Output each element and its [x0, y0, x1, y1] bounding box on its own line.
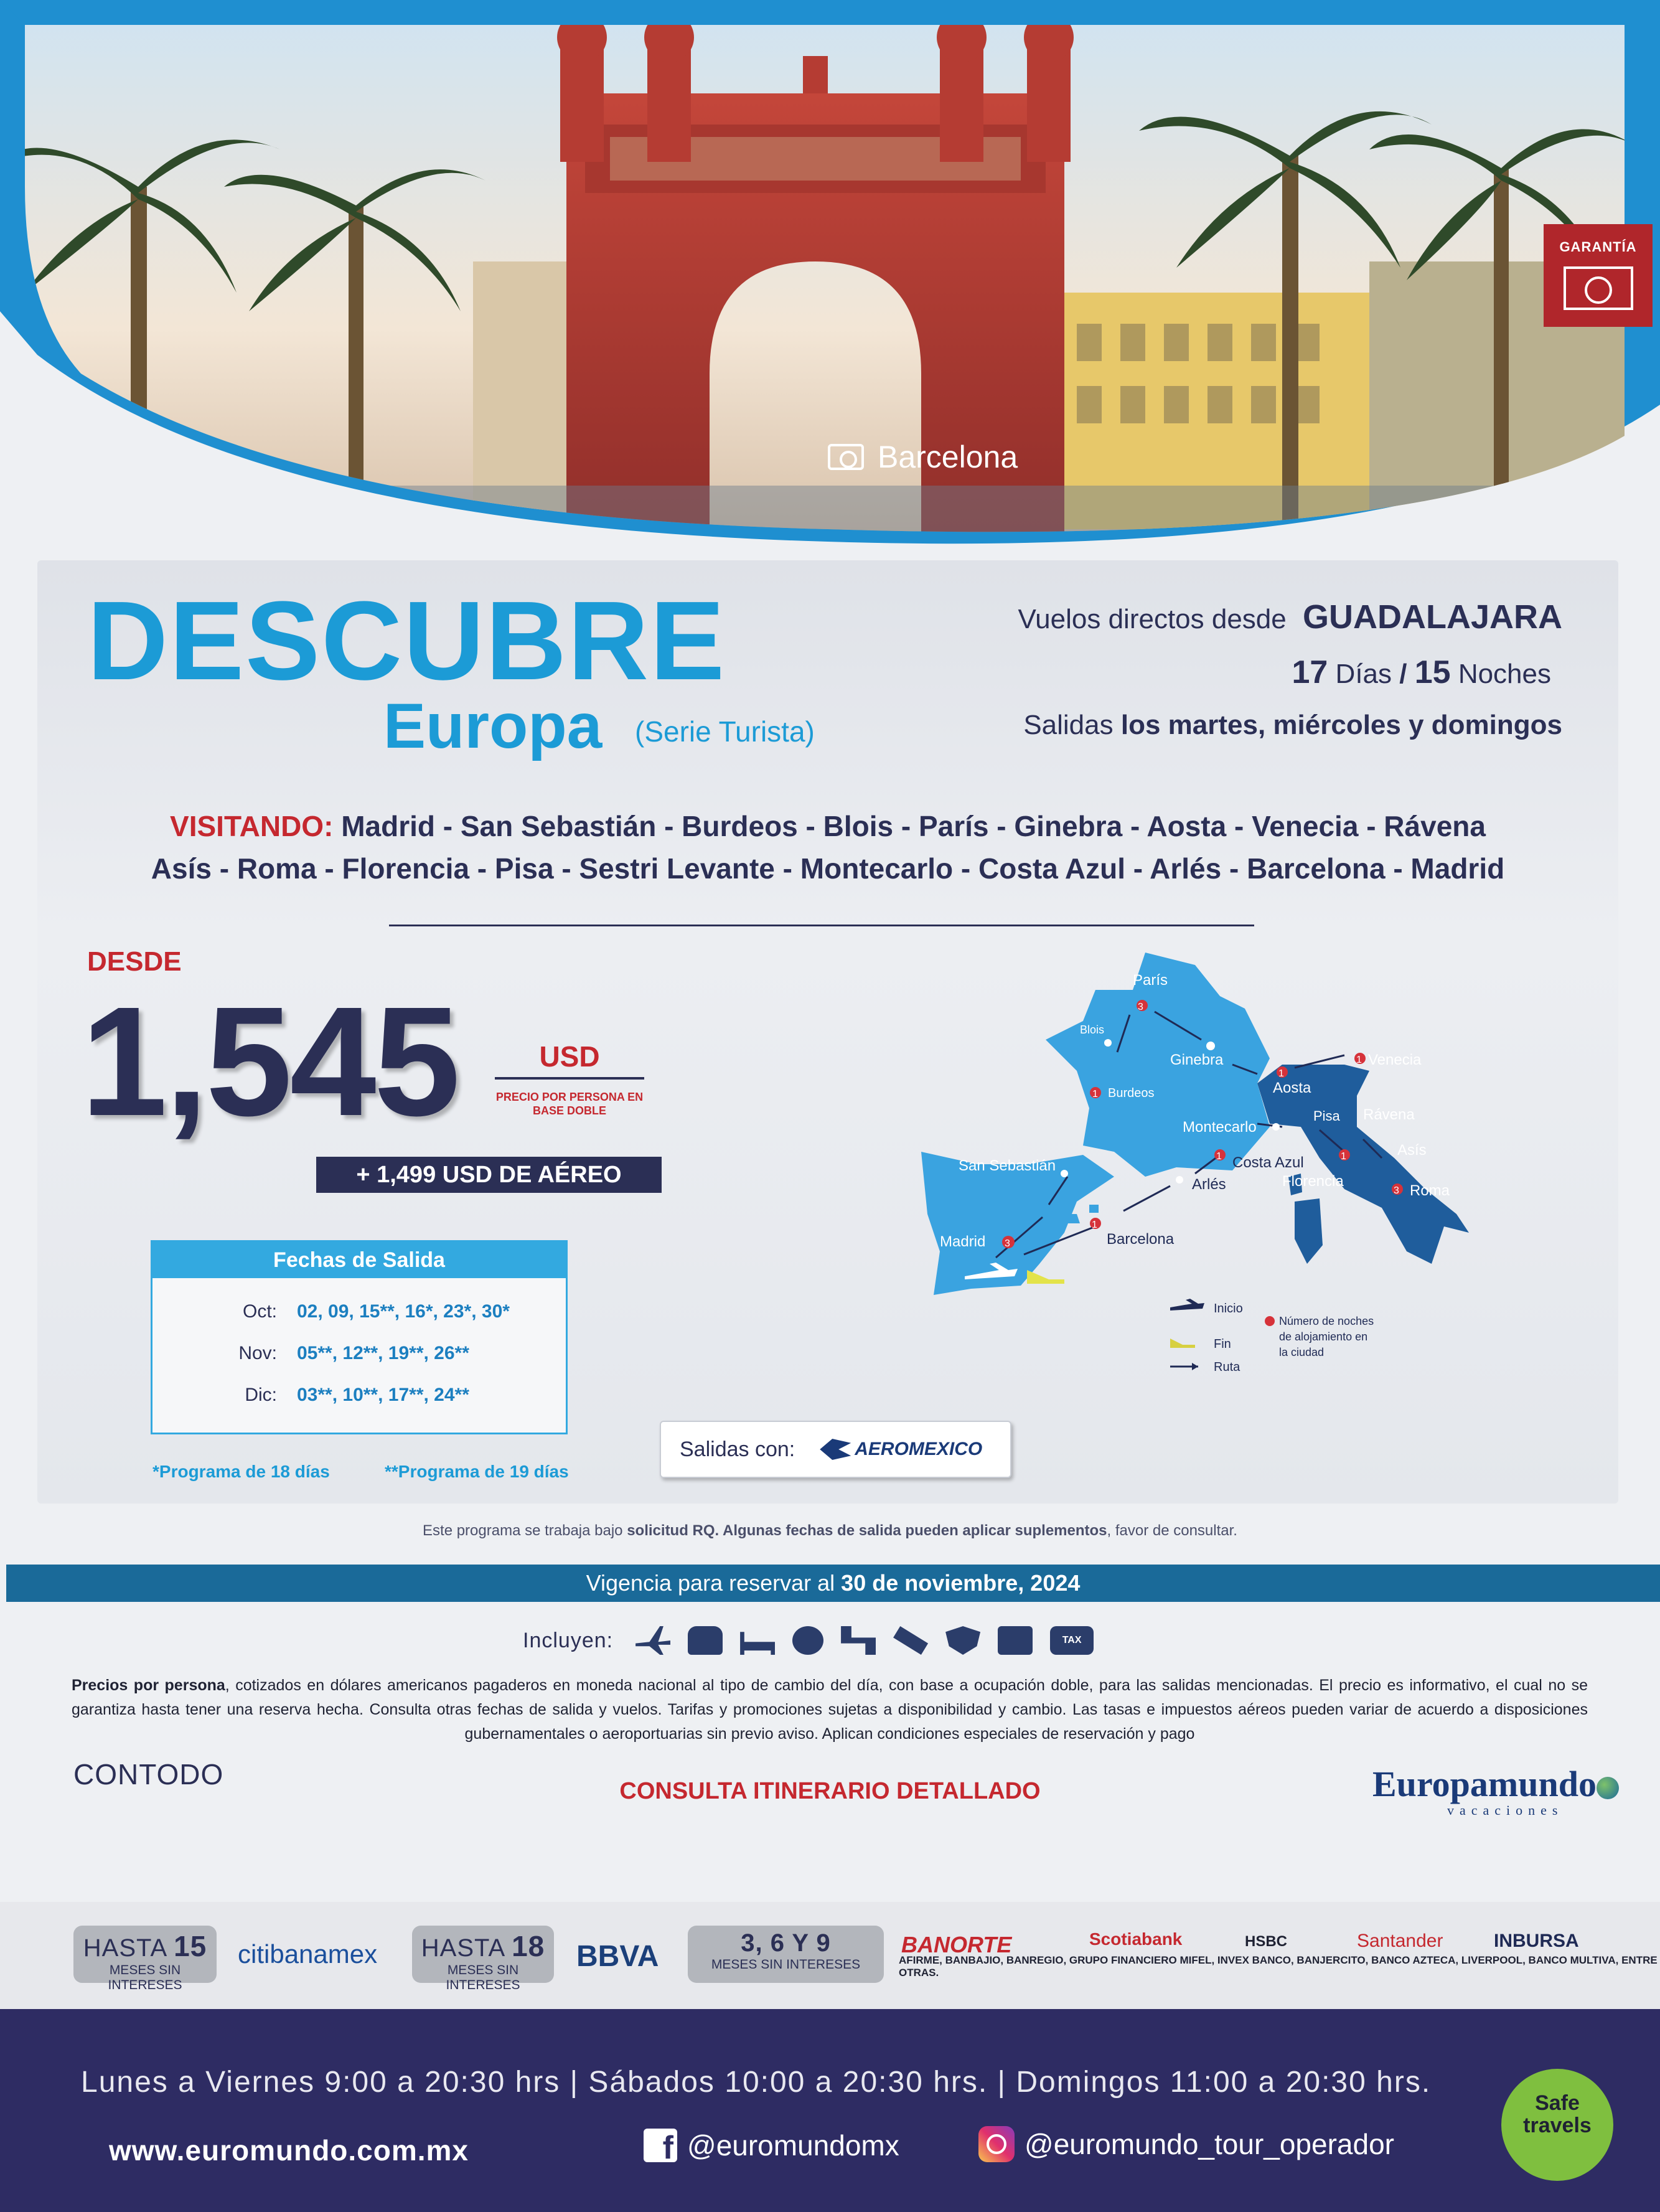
city-label-arles: Arlés — [1192, 1176, 1226, 1193]
duration-line: 17 Días / 15 Noches — [1292, 654, 1551, 690]
tax-icon: TAX — [1050, 1626, 1094, 1655]
svg-text:1: 1 — [1216, 1151, 1222, 1162]
air-supplement: + 1,499 USD DE AÉREO — [316, 1157, 662, 1193]
airline-box: Salidas con: AEROMEXICO — [660, 1421, 1011, 1478]
msi-badge-18: HASTA 18 MESES SIN INTERESES — [412, 1926, 554, 1983]
plane-icon — [635, 1626, 670, 1655]
vamos-contodo-logo: CONTODO — [73, 1758, 224, 1791]
legend-nights-line-2: de alojamiento en — [1279, 1330, 1368, 1343]
hsbc-logo: HSBC — [1245, 1933, 1288, 1950]
website-link[interactable]: www.euromundo.com.mx — [109, 2134, 469, 2167]
citibanamex-logo: citibanamex — [238, 1939, 378, 1969]
europamundo-logo: Europamundo vacaciones — [1372, 1763, 1619, 1819]
visit-line-2: Asís - Roma - Florencia - Pisa - Sestri Levante - Montecarlo - Costa Azul - Arlés - Barcelona - Madrid — [151, 852, 1505, 885]
legend-route-label: Ruta — [1214, 1360, 1240, 1374]
globe-icon — [1597, 1777, 1619, 1799]
departures-line: Salidas los martes, miércoles y domingos — [1023, 710, 1562, 740]
bed-icon — [740, 1626, 775, 1655]
divider — [389, 925, 1254, 926]
legend-start-icon — [1170, 1299, 1204, 1311]
price-currency: USD — [495, 1040, 644, 1080]
svg-text:3: 3 — [1005, 1238, 1010, 1249]
legend-start-label: Inicio — [1214, 1302, 1243, 1315]
legal-text: Precios por persona, cotizados en dólares americanos pagaderos en moneda nacional al tipo de cambio del día, con base a ocupación doble, para las salidas mencionadas. El precio es informativo, el cual no se garantiza hasta tener una reserva hecha. Consulta otras fechas de salida y vuelos. Tarifas y promociones sujetas a disponibilidad y cambio. Las tasas e impuestos aéreos pueden variar de acuerdo a disposiciones gubernamentales o aeroportuarias sin previo aviso. Aplican condiciones especiales de reservación y pago — [72, 1677, 1588, 1743]
msi-badge-3-6-9: 3, 6 Y 9 MESES SIN INTERESES — [688, 1926, 884, 1983]
title-sub: Europa — [383, 690, 603, 761]
aeromexico-bird-icon — [820, 1439, 851, 1460]
city-label-barcelona: Barcelona — [1107, 1231, 1175, 1248]
city-label-blois: Blois — [1080, 1024, 1105, 1036]
aeromexico-logo: AEROMEXICO — [820, 1439, 982, 1460]
legend-nights-line-3: la ciudad — [1279, 1346, 1325, 1358]
city-label-ginebra: Ginebra — [1170, 1052, 1224, 1068]
hero-banner — [0, 0, 1660, 548]
bbva-logo: BBVA — [576, 1940, 659, 1973]
city-label-florencia: Florencia — [1282, 1173, 1344, 1190]
svg-text:1: 1 — [1092, 1089, 1098, 1099]
program-note-18: *Programa de 18 días — [152, 1462, 330, 1481]
msi-badge-15: HASTA 15 MESES SIN INTERESES — [73, 1926, 217, 1983]
svg-text:3: 3 — [1138, 1002, 1143, 1012]
legend-nights-line-1: Número de noches — [1279, 1315, 1374, 1327]
santander-logo: Santander — [1357, 1931, 1443, 1951]
city-label-burdeos: Burdeos — [1108, 1086, 1155, 1100]
city-label-san-sebastian: San Sebastián — [959, 1157, 1056, 1174]
city-label-roma: Roma — [1410, 1182, 1450, 1199]
car-icon — [688, 1626, 723, 1655]
svg-text:3: 3 — [1394, 1185, 1399, 1196]
validity-bar: Vigencia para reservar al 30 de noviembre, 2024 — [6, 1565, 1660, 1602]
banorte-logo: BANORTE — [901, 1932, 1012, 1957]
safe-travels-badge: Safe travels — [1501, 2069, 1613, 2181]
scotiabank-logo: Scotiabank — [1089, 1929, 1183, 1949]
svg-text:1: 1 — [1092, 1220, 1097, 1230]
city-label-aosta: Aosta — [1273, 1080, 1311, 1096]
camera-icon — [828, 444, 864, 470]
price-amount: 1,545 — [81, 974, 458, 1148]
price-basis: PRECIO POR PERSONA EN BASE DOBLE — [495, 1091, 644, 1117]
rq-notice: Este programa se trabaja bajo solicitud RQ. Algunas fechas de salida pueden aplicar suplementos, favor de consultar. — [423, 1522, 1237, 1539]
footer — [0, 2009, 1660, 2212]
city-label-costa-azul: Costa Azul — [1232, 1154, 1304, 1171]
business-hours: Lunes a Viernes 9:00 a 20:30 hrs | Sábados 10:00 a 20:30 hrs. | Domingos 11:00 a 20:30 hrs. — [81, 2066, 1432, 2099]
instagram-link[interactable]: @euromundo_tour_operador — [978, 2126, 1394, 2162]
dates-title: Fechas de Salida — [152, 1242, 566, 1278]
visit-line-1: VISITANDO: Madrid - San Sebastián - Burdeos - Blois - París - Ginebra - Aosta - Venecia - Rávena — [170, 810, 1486, 842]
svg-text:1: 1 — [1278, 1068, 1284, 1079]
ticket-icon — [893, 1626, 928, 1655]
svg-text:1: 1 — [1341, 1151, 1346, 1162]
price-from-label: DESDE — [87, 946, 182, 977]
route-icon — [841, 1626, 876, 1655]
itinerary-link[interactable]: CONSULTA ITINERARIO DETALLADO — [619, 1778, 1041, 1804]
plate-icon — [792, 1626, 823, 1655]
city-label-ravena: Rávena — [1363, 1106, 1415, 1123]
legend-end-icon — [1170, 1339, 1195, 1348]
other-banks: AFIRME, BANBAJIO, BANREGIO, GRUPO FINANCIERO MIFEL, INVEX BANCO, BANJERCITO, BANCO AZTECA, LIVERPOOL, BANCO MULTIVA, ENTRE OTRAS. — [899, 1954, 1658, 1979]
departure-dates-box: Fechas de Salida Oct: 02, 09, 15**, 16*, 23*, 30* Nov: 05**, 12**, 19**, 26** Dic: 03**, 10**, 17**, 24** — [151, 1240, 568, 1434]
title-main: DESCUBRE — [87, 578, 726, 704]
program-note-19: **Programa de 19 días — [385, 1462, 569, 1481]
city-label-venecia: Venecia — [1368, 1052, 1422, 1068]
garantia-badge: GARANTÍA — [1544, 224, 1653, 327]
city-label-madrid: Madrid — [940, 1233, 986, 1250]
city-label-paris: París — [1133, 972, 1168, 989]
legend-end-label: Fin — [1214, 1337, 1231, 1351]
svg-text:1: 1 — [1356, 1055, 1362, 1065]
includes-row: Incluyen: TAX — [523, 1619, 1094, 1662]
route-map — [909, 940, 1606, 1388]
flights-line: Vuelos directos desde GUADALAJARA — [1018, 598, 1562, 636]
city-label-asis: Asís — [1397, 1142, 1427, 1159]
offer-panel — [37, 560, 1618, 1504]
end-plane-icon — [1027, 1270, 1064, 1284]
city-label-pisa: Pisa — [1313, 1108, 1340, 1124]
instagram-icon — [978, 2126, 1015, 2162]
garantia-icon — [1564, 266, 1633, 310]
sardinia-shape — [1295, 1198, 1323, 1264]
city-label-montecarlo: Montecarlo — [1183, 1119, 1257, 1136]
photo-caption: Barcelona — [828, 439, 1018, 475]
shield-icon — [945, 1626, 980, 1655]
inbursa-logo: INBURSA — [1494, 1931, 1579, 1951]
facebook-link[interactable]: f @euromundomx — [644, 2129, 899, 2162]
luggage-icon — [998, 1626, 1033, 1655]
title-series: (Serie Turista) — [635, 715, 815, 748]
facebook-icon: f — [644, 2129, 677, 2162]
